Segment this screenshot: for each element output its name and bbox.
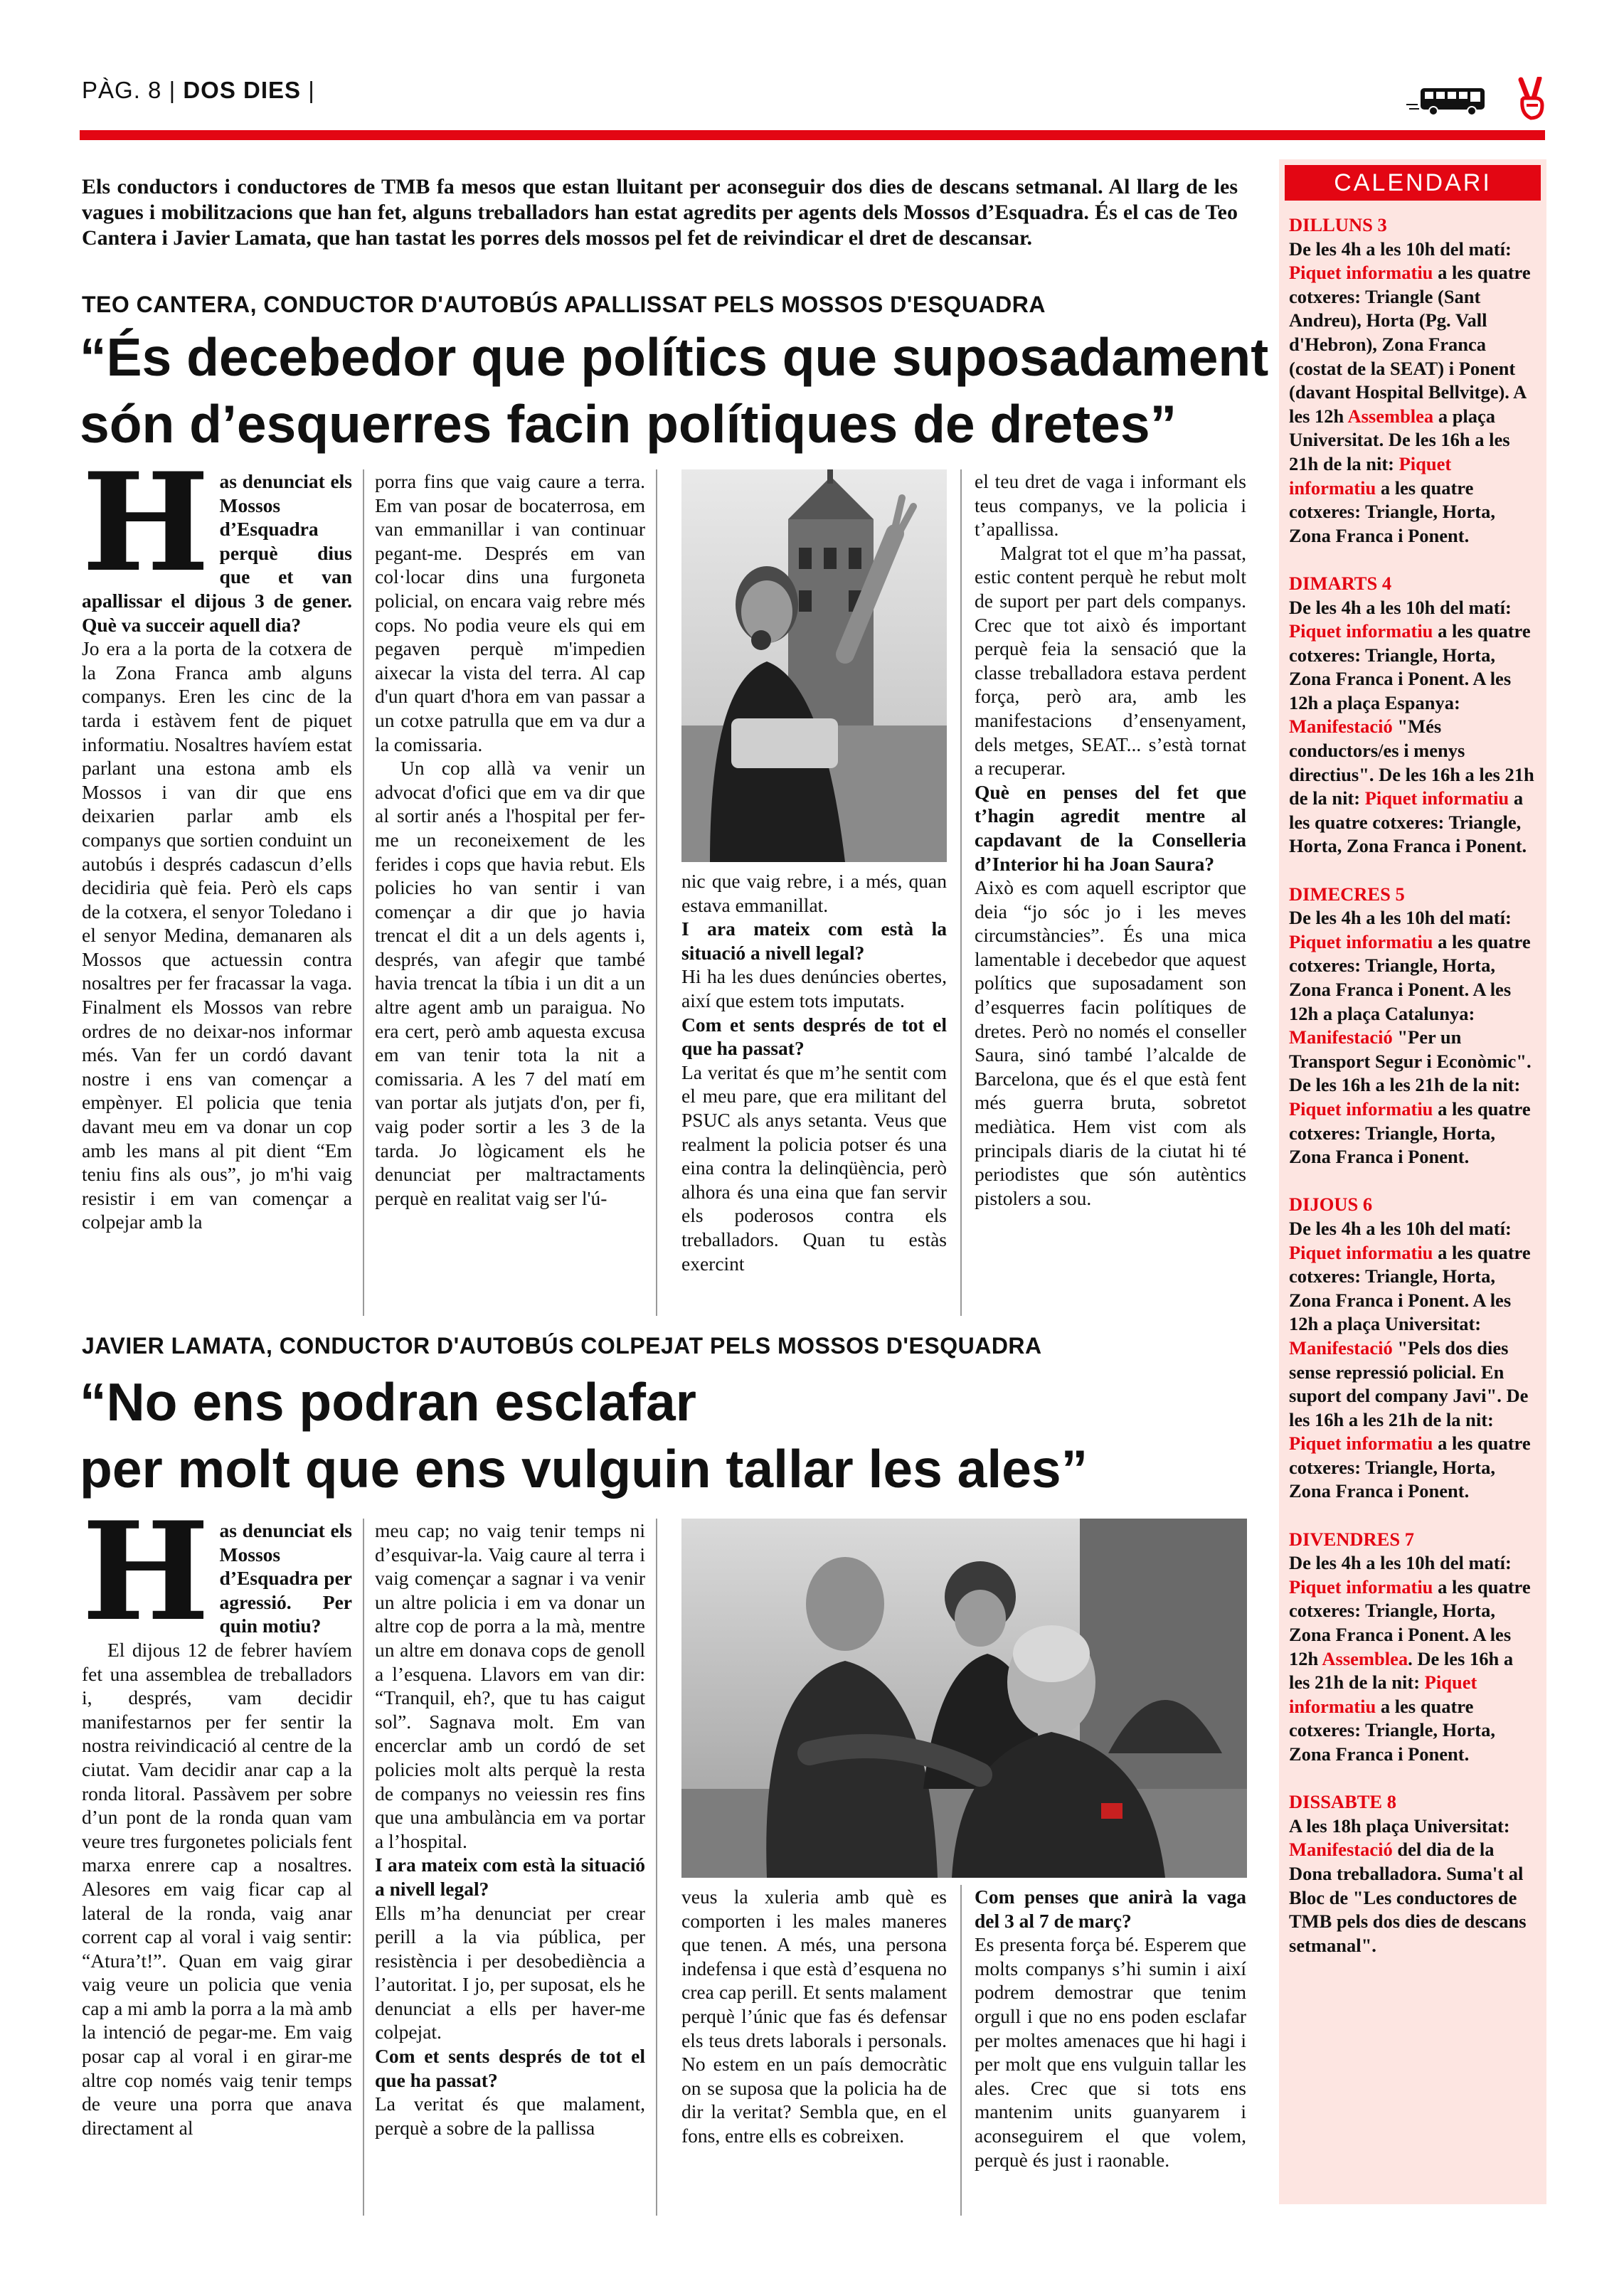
column-rule <box>960 469 962 1316</box>
calendar-text: del dia de la Dona treballadora. Suma't al Bloc de "Les conductores de TMB pels dos dies de descans setmanal". <box>1289 1839 1527 1956</box>
calendar-event-type: Piquet informatiu <box>1289 930 1433 952</box>
calendar-text: a les quatre cotxeres: Triangle, Horta, Zona Franca i Ponent. <box>1289 1097 1531 1168</box>
bus-icon <box>1405 84 1487 117</box>
calendar-event-type: Assemblea <box>1347 405 1434 427</box>
article1-col2-p1: porra fins que vaig caure a terra. Em van posar de bocaterrosa, em van emmanillar i van continuar pegant-me. Després em van col·locar dins una furgoneta policial, on encara vaig rebre més cops. No podia veure els qui em pegaven perquè m'impedien aixecar la vista del terra. Al cap d'un quart d'hora em van passar a un cotxe patrulla que em va dur a la comissaria. <box>375 470 645 755</box>
article2-question2: I ara mateix com està la situació a nivell legal? <box>375 1854 645 1900</box>
calendar-entry <box>1289 1790 1538 1957</box>
article1-col3 <box>681 869 947 1316</box>
article2-col1 <box>82 1519 352 2216</box>
article2-headline-line2: per molt que ens vulguin tallar les ales” <box>80 1439 1088 1499</box>
article1-question2: I ara mateix com està la situació a nivell legal? <box>681 918 947 964</box>
article2-col2 <box>375 1519 645 2216</box>
calendar-entry <box>1289 213 1538 548</box>
calendar-text: a les quatre cotxeres: Triangle, Horta, Zona Franca i Ponent. <box>1289 1695 1495 1765</box>
article1-col1 <box>82 469 352 1316</box>
article1-col2 <box>375 469 645 1316</box>
calendar-text: a les quatre cotxeres: Triangle, Horta, Zona Franca i Ponent. A les 12h a plaça Universitat: <box>1289 1241 1531 1335</box>
header-rule <box>80 130 1545 140</box>
article1-drop-cap: H <box>82 469 210 602</box>
article2-drop-cap: H <box>82 1519 210 1651</box>
article1-answer2: Hi ha les dues denúncies obertes, així que estem tots imputats. <box>681 965 947 1011</box>
article2-kicker: JAVIER LAMATA, CONDUCTOR D'AUTOBÚS COLPEJAT PELS MOSSOS D'ESQUADRA <box>82 1333 1042 1359</box>
calendar-day: DIVENDRES 7 <box>1289 1528 1414 1550</box>
article1-answer3: La veritat és que m’he sentit com el meu pare, que era militant del PSUC als anys setanta. Veus que realment la policia potser és una eina contra la delinqüència, però alhora és una eina que fan servir els poderosos contra els treballadors. Quan tu estàs exercint <box>681 1061 947 1275</box>
calendar-text: a les quatre cotxeres: Triangle, Horta, Zona Franca i Ponent. <box>1289 787 1527 857</box>
column-rule <box>363 469 364 1316</box>
article2-col2-p1: meu cap; no vaig tenir temps ni d’esquivar-la. Vaig caure al terra i vaig començar a sagnar i va venir un altre policia i em va donar un altre cop de porra a la mà, mentre un altre em donava cops de genoll a l’esquena. Llavors em van dir: “Tranquil, eh?, que tu has caigut sol”. Sagnava molt. Em van encerclar amb un cordó de set policies molt alts perquè la resta de companys no veiessin res fins que una ambulància em va portar a l’hospital. <box>375 1519 645 1852</box>
folio-separator-end: | <box>308 77 315 103</box>
calendar-details <box>1289 1551 1538 1766</box>
calendar-event-type: Piquet informatiu <box>1364 787 1509 809</box>
calendar-event-type: Manifestació <box>1289 1336 1393 1359</box>
page-folio <box>82 77 315 104</box>
calendar-text: De les 4h a les 10h del matí: <box>1289 596 1512 618</box>
article1-headline <box>80 324 1289 457</box>
calendar-event-type: Piquet informatiu <box>1289 1097 1433 1120</box>
calendar-text: "Pels dos dies sense repressió policial. En suport del company Javi". De les 16h a les 21h de la nit: <box>1289 1336 1529 1430</box>
calendar-list <box>1289 213 1538 1982</box>
column-rule <box>960 1885 962 2216</box>
calendar-text: De les 4h a les 10h del matí: <box>1289 238 1512 260</box>
calendar-details <box>1289 1217 1538 1504</box>
calendar-details <box>1289 906 1538 1169</box>
article2-answer4: Es presenta força bé. Esperem que molts companys s’hi sumin i així podrem demostrar que tenim orgull i que no ens poden esclafar per moltes amenaces que hi hagi i per molt que ens vulguin tallar les ales. Crec que si tots ens mantenim units guanyarem i aconseguirem el que volem, perquè és just i raonable. <box>975 1933 1246 2171</box>
folio-separator: | <box>169 77 176 103</box>
article2-col3-p1: veus la xuleria amb què es comporten i les males maneres que tenen. A més, una persona indefensa i que està d’esquena no crea cap perill. Et sents malament perquè l’únic que fas és defensar els teus drets laborals i personals. No estem en un país democràtic on se suposa que la policia ha de dir la veritat? Sembla que, en el fons, entre ells es cobreixen. <box>681 1886 947 2147</box>
article2-photo-javier-lamata <box>681 1519 1247 1878</box>
page-number: PÀG. 8 <box>82 77 162 103</box>
calendar-event-type: Piquet informatiu <box>1289 1575 1433 1598</box>
article2-question3: Com et sents després de tot el que ha passat? <box>375 2045 645 2091</box>
calendar-text: "Més conductors/es i menys directius". De les 16h a les 21h de la nit: <box>1289 716 1534 809</box>
calendar-event-type: Piquet informatiu <box>1289 452 1452 499</box>
article1-col4 <box>975 469 1246 1316</box>
calendar-entry <box>1289 1193 1538 1504</box>
article2-answer2: Ells m’ha denunciat per crear perill a la via pública, per resistència i per desobediència a l’autoritat. I jo, per suposat, els he denunciat a ells per haver-me colpejat. <box>375 1901 645 2043</box>
calendar-text: De les 4h a les 10h del matí: <box>1289 1552 1512 1574</box>
calendar-event-type: Assemblea <box>1322 1647 1408 1669</box>
calendar-entry <box>1289 883 1538 1169</box>
calendar-day: DIJOUS 6 <box>1289 1194 1373 1216</box>
calendar-details <box>1289 596 1538 859</box>
article2-col4 <box>975 1885 1246 2216</box>
article2-question1: as denunciat els Mossos d’Esquadra per agressió. Per quin motiu? <box>219 1519 352 1637</box>
article1-question1: as denunciat els Mossos d’Esquadra perquè dius que et van apallissar el dijous 3 de gener. Què va succeir aquell dia? <box>82 470 352 636</box>
article1-answer4: Això es com aquell escriptor que deia “jo sóc jo i les meves circumstàncies”. És una mica lamentable i decebedor que aquest polítics que suposadament son d’esquerres facin polítiques de dretes. Però no només el conseller Saura, sinó també l’alcalde de Barcelona, que és el que està fent més guerra bruta, sobretot mediàtica. Hem vist com als principals diaris de la ciutat hi té periodistes que són autèntics pistolers a sou. <box>975 876 1246 1209</box>
calendar-text: De les 4h a les 10h del matí: <box>1289 907 1512 929</box>
calendar-text: De les 4h a les 10h del matí: <box>1289 1217 1512 1239</box>
intro-lead: Els conductors i conductores de TMB fa mesos que estan lluitant per aconseguir dos dies de descans setmanal. Al llarg de les vagues i mobilitzacions que han fet, alguns treballadors han estat agredits per agents dels Mossos d’Esquadra. És el cas de Teo Cantera i Javier Lamata, que han tastat les porres dels mossos pel fet de reivindicar el dret de descansar. <box>82 175 1238 250</box>
article1-kicker: TEO CANTERA, CONDUCTOR D'AUTOBÚS APALLISSAT PELS MOSSOS D'ESQUADRA <box>82 292 1046 317</box>
victory-hand-icon <box>1514 77 1549 121</box>
column-rule <box>656 1519 657 2216</box>
article1-headline-line1: “És decebedor que polítics que suposadament <box>80 327 1269 387</box>
calendar-event-type: Piquet informatiu <box>1289 1671 1477 1717</box>
calendar-title: CALENDARI <box>1285 165 1541 201</box>
article1-col4-p2: Malgrat tot el que m’ha passat, estic content perquè he rebut molt de suport per part dels companys. Crec que tot això és important perquè feia la sensació que la classe treballadora estava perdent força, però ara, amb les manifestacions d’ensenyament, dels metges, SEAT... s’està tornat a recuperar. <box>975 541 1246 780</box>
calendar-event-type: Piquet informatiu <box>1289 620 1433 642</box>
article2-headline <box>80 1368 1289 1502</box>
calendar-details <box>1289 1814 1538 1958</box>
calendar-event-type: Manifestació <box>1289 716 1393 738</box>
article1-col4-p1: el teu dret de vaga i informant els teus companys, ve la policia i t’apallissa. <box>975 470 1246 541</box>
article1-col2-p2: Un cop allà va venir un advocat d'ofici que em va dir que al sortir anés a l'hospital per fer-me un reconeixement de les ferides i cops que havia rebut. Els policies ho van sentir i van començar a dir que jo havia trencat el dit a un dels agents i, després, van afegir que també havia trencat la tíbia i un dit a un altre agent amb un paraigua. No era cert, però amb aquesta excusa em van tenir tota la nit a comissaria. A les 7 del matí em van portar als jutjats d'on, per fi, vaig poder sortir a les 3 de la tarda. Jo lògicament els he denunciat per maltractaments perquè en realitat vaig ser l'ú- <box>375 757 645 1209</box>
article2-answer1: El dijous 12 de febrer havíem fet una assemblea de treballadors i, després, vam decidir manifestarnos per fer sentir la nostra reivindicació al centre de la ciutat. Vam decidir anar cap a la ronda litoral. Passàvem per sobre d’un pont de la ronda quan vam veure tres furgonetes policials fent marxa enrere cap a nosaltres. Alesores em vaig ficar cap al lateral de la ronda, vaig anar corrent cap al voral i vaig sentir: “Atura’t!”. Quan em vaig girar vaig veure un policia que venia cap a mi amb la porra a la mà amb la intenció de pegar-me. Em vaig posar cap al voral i en girar-me altre cop només vaig tenir temps de veure una porra que anava directament al <box>82 1638 352 2139</box>
calendar-event-type: Piquet informatiu <box>1289 262 1433 284</box>
article1-question3: Com et sents després de tot el que ha passat? <box>681 1013 947 1060</box>
calendar-text: A les 18h plaça Universitat: <box>1289 1814 1510 1837</box>
article1-question4: Què en penses del fet que t’hagin agredit mentre al capdavant de la Conselleria d’Interior hi ha Joan Saura? <box>975 780 1246 875</box>
calendar-event-type: Manifestació <box>1289 1026 1393 1048</box>
calendar-text: a les quatre cotxeres: Triangle, Horta, Zona Franca i Ponent. <box>1289 1433 1531 1502</box>
calendar-text: a les quatre cotxeres: Triangle, Horta, Zona Franca i Ponent. A les 12h a plaça Espanya: <box>1289 620 1531 713</box>
calendar-entry <box>1289 572 1538 859</box>
calendar-text: a les quatre cotxeres: Triangle, Horta, Zona Franca i Ponent. <box>1289 477 1495 546</box>
calendar-text: . De les 16h a les 21h de la nit: <box>1289 1647 1514 1694</box>
article2-answer3: La veritat és que malament, perquè a sobre de la pallissa <box>375 2093 645 2139</box>
calendar-text: "Per un Transport Segur i Econòmic". De les 16h a les 21h de la nit: <box>1289 1026 1532 1096</box>
article1-photo-teo-cantera <box>681 469 947 862</box>
calendar-text: a les quatre cotxeres: Triangle (Sant Andreu), Horta (Pg. Vall d'Hebron), Zona Franca (costat de la SEAT) i Ponent (davant Hospital Bellvitge). A les 12h <box>1289 262 1531 427</box>
calendar-event-type: Manifestació <box>1289 1839 1393 1861</box>
column-rule <box>656 469 657 1316</box>
article2-headline-line1: “No ens podran esclafar <box>80 1372 696 1432</box>
calendar-event-type: Piquet informatiu <box>1289 1241 1433 1263</box>
calendar-details <box>1289 238 1538 548</box>
article1-answer1: Jo era a la porta de la cotxera de la Zona Franca amb alguns companys. Eren les cinc de la tarda i estàvem fent de piquet informatiu. Nosaltres havíem estat parlant una estona amb els Mossos i van dir que ens deixarien parlar amb els companys que sortien conduint un autobús i després cadascun d’ells decidiria què feia. Però els caps de la cotxera, el senyor Toledano i el senyor Medina, demanaren als Mossos que actuessin contra nosaltres per fer fracassar la vaga. Finalment els Mossos van rebre ordres de no deixar-nos informar més. Van fer un cordó davant nostre i ens van començar a empènyer. El policia que tenia davant meu em va donar un cop amb les mans al pit dient “Em teniu fins als ous”, jo m'hi vaig resistir i em van començar a colpejar amb la <box>82 637 352 1233</box>
calendar-event-type: Piquet informatiu <box>1289 1433 1433 1455</box>
article2-col3 <box>681 1885 947 2216</box>
section-name: DOS DIES <box>183 77 302 103</box>
calendar-day: DISSABTE 8 <box>1289 1791 1396 1813</box>
column-rule <box>363 1519 364 2216</box>
calendar-day: DILLUNS 3 <box>1289 214 1387 235</box>
calendar-text: a les quatre cotxeres: Triangle, Horta, Zona Franca i Ponent. A les 12h a plaça Catalunya: <box>1289 930 1531 1024</box>
calendar-entry <box>1289 1528 1538 1767</box>
article2-question4: Com penses que anirà la vaga del 3 al 7 de març? <box>975 1886 1246 1932</box>
calendar-text: a les quatre cotxeres: Triangle, Horta, Zona Franca i Ponent. A les 12h <box>1289 1575 1531 1669</box>
article1-col3-p1: nic que vaig rebre, i a més, quan estava emmanillat. <box>681 870 947 916</box>
calendar-day: DIMARTS 4 <box>1289 572 1392 594</box>
article1-headline-line2: són d’esquerres facin polítiques de dretes” <box>80 394 1177 454</box>
calendar-text: a plaça Universitat. De les 16h a les 21h de la nit: <box>1289 405 1510 474</box>
calendar-day: DIMECRES 5 <box>1289 883 1405 905</box>
